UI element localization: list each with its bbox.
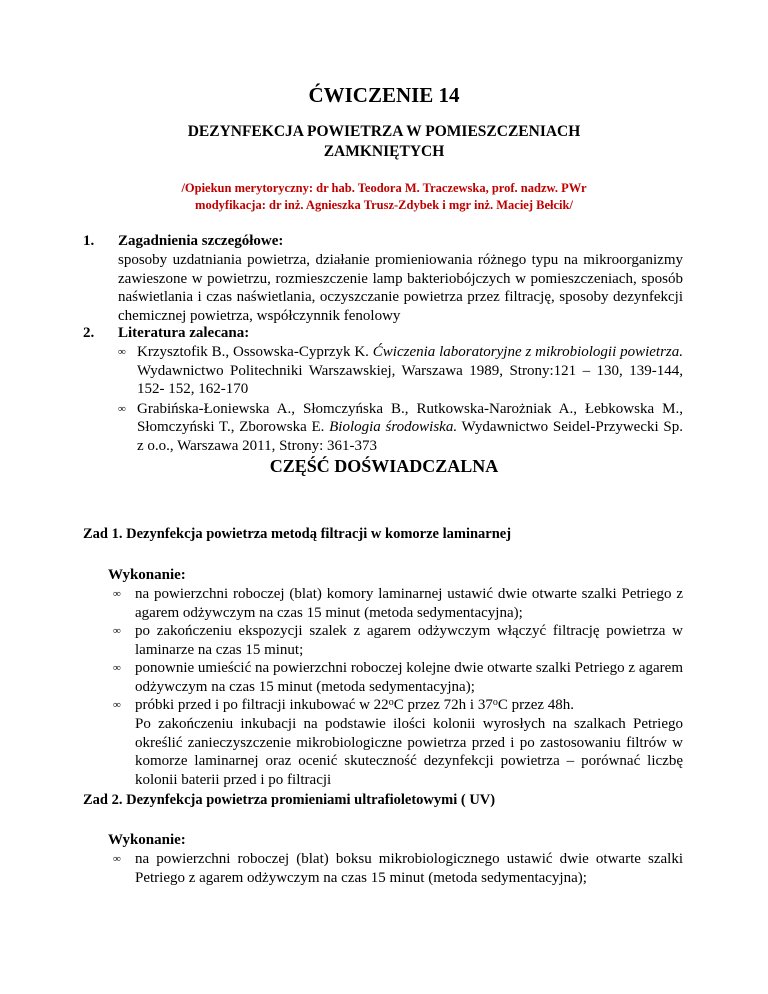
step-item xyxy=(108,850,683,887)
step-item xyxy=(108,659,683,696)
step-text: po zakończeniu ekspozycji szalek z agarem odżywczym włączyć filtrację powietrza w laminarze na czas 15 minut; xyxy=(135,623,683,658)
section-1-heading: Zagadnienia szczegółowe: xyxy=(118,233,284,249)
step-item xyxy=(108,622,683,659)
task-2-steps xyxy=(108,850,683,887)
bullet-icon: ∞ xyxy=(113,625,121,637)
literature-title: Ćwiczenia laboratoryjne z mikrobiologii powietrza. xyxy=(372,344,683,360)
step-text: C przez 72h i 37 xyxy=(393,697,493,713)
step-item xyxy=(108,585,683,622)
literature-item xyxy=(118,343,683,399)
literature-authors: Krzysztofik B., Ossowska-Cyprzyk K. xyxy=(137,344,373,360)
bullet-icon: ∞ xyxy=(113,662,121,674)
supervisor-note xyxy=(0,180,768,214)
bullet-icon: ∞ xyxy=(113,588,121,600)
section-1-text: sposoby uzdatniania powietrza, działanie promieniowania różnego typu na mikroorganizmy zawieszone w powietrzu, rozmieszczenie lamp bakteriobójczych w pomieszczeniach, sposób naświetlania i czas naświetlania, oczyszczanie powietrza przez filtrację, sposoby dezynfekcji chemicznej powietrza, współczynnik fenolowy xyxy=(118,252,683,324)
literature-item xyxy=(118,400,683,456)
part-title: CZĘŚĆ DOŚWIADCZALNA xyxy=(269,456,499,476)
section-2-heading: Literatura zalecana: xyxy=(118,325,250,341)
task-1-paragraph: Po zakończeniu inkubacji na podstawie ilości kolonii wyrosłych na szalkach Petriego określić zanieczyszczenie mikrobiologiczne powietrza przed i po zastosowaniu filtrów w komorze laminarnej oraz ocenić skuteczność dezynfekcji powietrza – porównać liczbę kolonii baterii przed i po filtracji xyxy=(135,716,683,788)
step-text: ponownie umieścić na powierzchni roboczej kolejne dwie otwarte szalki Petriego z agarem odżywczym na czas 15 minut (metoda sedymentacyjna); xyxy=(135,660,683,695)
supervisor-line-1: /Opiekun merytoryczny: dr hab. Teodora M. Traczewska, prof. nadzw. PWr xyxy=(181,181,587,195)
task-1-execution-heading: Wykonanie: xyxy=(108,567,186,583)
task-2-title: Zad 2. Dezynfekcja powietrza promieniami ultrafioletowymi ( UV) xyxy=(83,792,496,808)
step-text: na powierzchni roboczej (blat) komory laminarnej ustawić dwie otwarte szalki Petriego z agarem odżywczym na czas 15 minut (metoda sedymentacyjna); xyxy=(135,586,683,621)
subtitle-line-2: ZAMKNIĘTYCH xyxy=(323,143,445,160)
page-title: ĆWICZENIE 14 xyxy=(308,83,460,107)
literature-details: Wydawnictwo Seidel-Przywecki Sp. z o.o., Warszawa 2011, Strony: 361-373 xyxy=(137,419,684,454)
step-text: na powierzchni roboczej (blat) boksu mikrobiologicznego ustawić dwie otwarte szalki Petriego z agarem odżywczym na czas 15 minut (metoda sedymentacyjna); xyxy=(135,851,683,886)
task-1-steps xyxy=(108,585,683,715)
degree-sup: o xyxy=(388,697,394,708)
subtitle-line-1: DEZYNFEKCJA POWIETRZA W POMIESZCZENIACH xyxy=(187,123,581,140)
bullet-icon: ∞ xyxy=(113,699,121,711)
bullet-icon: ∞ xyxy=(118,402,126,415)
supervisor-line-2: modyfikacja: dr inż. Agnieszka Trusz-Zdybek i mgr inż. Maciej Bełcik/ xyxy=(195,198,573,212)
step-item xyxy=(108,696,683,715)
bullet-icon: ∞ xyxy=(118,346,126,358)
literature-title: Biologia środowiska. xyxy=(329,419,458,435)
literature-authors: Grabińska-Łoniewska A., Słomczyńska B., Rutkowska-Narożniak A., Łebkowska M., Słomczyński T., Zborowska E. xyxy=(137,400,683,435)
section-2-number: 2. xyxy=(83,325,95,341)
task-1-title: Zad 1. Dezynfekcja powietrza metodą filtracji w komorze laminarnej xyxy=(83,526,512,542)
task-2-execution-heading: Wykonanie: xyxy=(108,832,186,848)
degree-sup: o xyxy=(492,697,498,708)
section-1-number: 1. xyxy=(83,233,95,249)
step-text: próbki przed i po filtracji inkubować w 22 xyxy=(135,697,389,713)
bullet-icon: ∞ xyxy=(113,853,121,865)
subtitle xyxy=(0,122,768,162)
literature-details: Wydawnictwo Politechniki Warszawskiej, Warszawa 1989, Strony:121 – 130, 139-144, 152- 152, 162-170 xyxy=(137,362,683,397)
literature-list xyxy=(118,343,683,456)
step-text: C przez 48h. xyxy=(497,697,575,713)
